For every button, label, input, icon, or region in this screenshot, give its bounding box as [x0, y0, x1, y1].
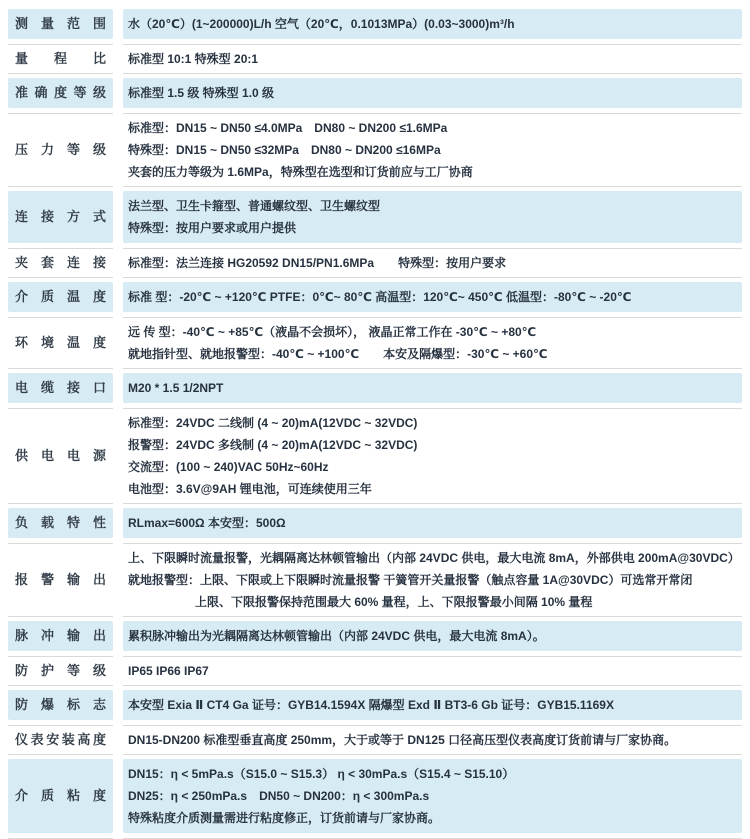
- column-gutter: [113, 249, 123, 278]
- spec-row-label: 供 电 电 源: [15, 448, 106, 463]
- spec-line: 远 传 型：-40℃ ~ +85℃（液晶不会损坏）， 液晶正常工作在 -30℃ ~ +80℃: [128, 325, 537, 339]
- column-gutter: [113, 409, 123, 504]
- spec-row-content-cell: [123, 755, 742, 839]
- spec-row: [8, 409, 742, 504]
- spec-row-content-cell: [123, 187, 742, 249]
- spec-row-content-cell: [123, 726, 742, 755]
- spec-row-content-cell: [123, 369, 742, 409]
- spec-line: DN15：η < 5mPa.s（S15.0 ~ S15.3） η < 30mPa.s（S15.4 ~ S15.10）: [128, 767, 515, 781]
- spec-row-label-cell: [8, 504, 113, 544]
- spec-row-label-cell: [8, 617, 113, 657]
- spec-line: 标准型 10:1 特殊型 20:1: [128, 52, 259, 66]
- column-gutter: [113, 544, 123, 617]
- spec-row-label: 量 程 比: [15, 51, 106, 66]
- spec-row: [8, 74, 742, 114]
- spec-row-label: 电 缆 接 口: [15, 380, 106, 395]
- spec-row: [8, 686, 742, 726]
- spec-row-label-cell: [8, 318, 113, 369]
- spec-row-label: 防 护 等 级: [15, 663, 106, 678]
- spec-row: [8, 5, 742, 45]
- spec-line: 就地报警型：上限、下限或上下限瞬时流量报警 干簧管开关量报警（触点容量 1A@30VDC）可选常开常闭: [128, 573, 693, 587]
- spec-row-label-cell: [8, 278, 113, 318]
- spec-row-content-cell: [123, 45, 742, 74]
- spec-row-content-cell: [123, 114, 742, 187]
- spec-row: [8, 726, 742, 755]
- spec-row: [8, 249, 742, 278]
- spec-row-label-cell: [8, 45, 113, 74]
- spec-row-label-cell: [8, 5, 113, 45]
- spec-line: 特殊型：DN15 ~ DN50 ≤32MPa DN80 ~ DN200 ≤16MPa: [128, 143, 441, 157]
- spec-row-label: 介 质 温 度: [15, 289, 106, 304]
- column-gutter: [113, 45, 123, 74]
- spec-row-content-cell: [123, 5, 742, 45]
- spec-row: [8, 369, 742, 409]
- spec-row-label: 脉 冲 输 出: [15, 628, 106, 643]
- spec-row-content-cell: [123, 318, 742, 369]
- spec-line: 标准 型：-20℃ ~ +120℃ PTFE：0℃~ 80℃ 高温型：120℃~ 450℃ 低温型：-80℃ ~ -20℃: [128, 290, 632, 304]
- spec-row-label-cell: [8, 686, 113, 726]
- column-gutter: [113, 686, 123, 726]
- spec-row-label-cell: [8, 544, 113, 617]
- spec-row: [8, 187, 742, 249]
- spec-line: 累积脉冲输出为光耦隔离达林顿管输出（内部 24VDC 供电，最大电流 8mA）。: [128, 629, 545, 643]
- spec-row-content-cell: [123, 504, 742, 544]
- column-gutter: [113, 187, 123, 249]
- spec-line: 标准型：法兰连接 HG20592 DN15/PN1.6MPa 特殊型：按用户要求: [128, 256, 507, 270]
- spec-row-label: 介 质 粘 度: [15, 788, 106, 803]
- spec-line: RLmax=600Ω 本安型：500Ω: [128, 516, 286, 530]
- column-gutter: [113, 318, 123, 369]
- spec-row-label: 连 接 方 式: [15, 209, 106, 224]
- spec-row-label-cell: [8, 187, 113, 249]
- spec-row-content-cell: [123, 249, 742, 278]
- spec-line: M20 * 1.5 1/2NPT: [128, 381, 224, 395]
- spec-row: [8, 657, 742, 686]
- column-gutter: [113, 726, 123, 755]
- spec-line: IP65 IP66 IP67: [128, 664, 209, 678]
- spec-line: 本安型 Exia Ⅱ CT4 Ga 证号：GYB14.1594X 隔爆型 Exd Ⅱ BT3-6 Gb 证号：GYB15.1169X: [128, 698, 614, 712]
- column-gutter: [113, 114, 123, 187]
- spec-row: [8, 278, 742, 318]
- spec-row-label-cell: [8, 755, 113, 839]
- column-gutter: [113, 5, 123, 45]
- column-gutter: [113, 755, 123, 839]
- spec-line: 标准型 1.5 级 特殊型 1.0 级: [128, 86, 275, 100]
- column-gutter: [113, 369, 123, 409]
- spec-line: 特殊粘度介质测量需进行粘度修正，订货前请与厂家协商。: [128, 811, 441, 825]
- spec-row-label-cell: [8, 249, 113, 278]
- spec-row-label-cell: [8, 657, 113, 686]
- spec-row-content-cell: [123, 657, 742, 686]
- spec-line: 上限、下限报警保持范围最大 60% 量程，上、下限报警最小间隔 10% 量程: [195, 595, 593, 609]
- spec-row-label-cell: [8, 369, 113, 409]
- spec-row: [8, 755, 742, 839]
- spec-row-content-cell: [123, 686, 742, 726]
- column-gutter: [113, 617, 123, 657]
- spec-line: 就地指针型、就地报警型：-40℃ ~ +100℃ 本安及隔爆型：-30℃ ~ +60℃: [128, 347, 548, 361]
- spec-row-label: 仪 表 安 装 高 度: [15, 732, 106, 747]
- spec-row-label: 压 力 等 级: [15, 142, 106, 157]
- spec-line: 交流型：(100 ~ 240)VAC 50Hz~60Hz: [128, 460, 329, 474]
- spec-row-label: 夹 套 连 接: [15, 255, 106, 270]
- spec-row: [8, 544, 742, 617]
- spec-row: [8, 504, 742, 544]
- spec-row-content-cell: [123, 74, 742, 114]
- spec-row-content-cell: [123, 409, 742, 504]
- spec-row-label: 环 境 温 度: [15, 335, 106, 350]
- spec-line: 报警型：24VDC 多线制 (4 ~ 20)mA(12VDC ~ 32VDC): [128, 438, 418, 452]
- spec-line: 法兰型、卫生卡箍型、普通螺纹型、卫生螺纹型: [128, 199, 381, 213]
- spec-row-label-cell: [8, 409, 113, 504]
- spec-row-label: 报 警 输 出: [15, 572, 106, 587]
- column-gutter: [113, 657, 123, 686]
- spec-row-content-cell: [123, 617, 742, 657]
- spec-row-label: 准 确 度 等 级: [15, 85, 106, 100]
- spec-row-label: 防 爆 标 志: [15, 697, 106, 712]
- spec-row: [8, 318, 742, 369]
- column-gutter: [113, 278, 123, 318]
- spec-line: 特殊型：按用户要求或用户提供: [128, 221, 297, 235]
- spec-row: [8, 617, 742, 657]
- spec-line: DN25：η < 250mPa.s DN50 ~ DN200：η < 300mPa.s: [128, 789, 430, 803]
- spec-row-content-cell: [123, 278, 742, 318]
- spec-line: 夹套的压力等级为 1.6MPa，特殊型在选型和订货前应与工厂协商: [128, 165, 473, 179]
- spec-row-label-cell: [8, 114, 113, 187]
- spec-row-label-cell: [8, 726, 113, 755]
- column-gutter: [113, 74, 123, 114]
- spec-line: 水（20℃）(1~200000)L/h 空气（20℃，0.1013MPa）(0.03~3000)m³/h: [128, 17, 515, 31]
- spec-row-content-cell: [123, 544, 742, 617]
- spec-row: [8, 114, 742, 187]
- spec-line: 电池型：3.6V@9AH 锂电池，可连续使用三年: [128, 482, 372, 496]
- spec-line: 标准型：24VDC 二线制 (4 ~ 20)mA(12VDC ~ 32VDC): [128, 416, 418, 430]
- spec-row-label: 测 量 范 围: [15, 16, 106, 31]
- spec-line: DN15-DN200 标准型垂直高度 250mm，大于或等于 DN125 口径高压型仪表高度订货前请与厂家协商。: [128, 733, 677, 747]
- spec-row-label: 负 载 特 性: [15, 515, 106, 530]
- column-gutter: [113, 504, 123, 544]
- spec-row-label-cell: [8, 74, 113, 114]
- spec-row: [8, 45, 742, 74]
- spec-line: 标准型：DN15 ~ DN50 ≤4.0MPa DN80 ~ DN200 ≤1.6MPa: [128, 121, 448, 135]
- spec-line: 上、下限瞬时流量报警，光耦隔离达林顿管输出（内部 24VDC 供电，最大电流 8mA，外部供电 200mA@30VDC）: [128, 551, 740, 565]
